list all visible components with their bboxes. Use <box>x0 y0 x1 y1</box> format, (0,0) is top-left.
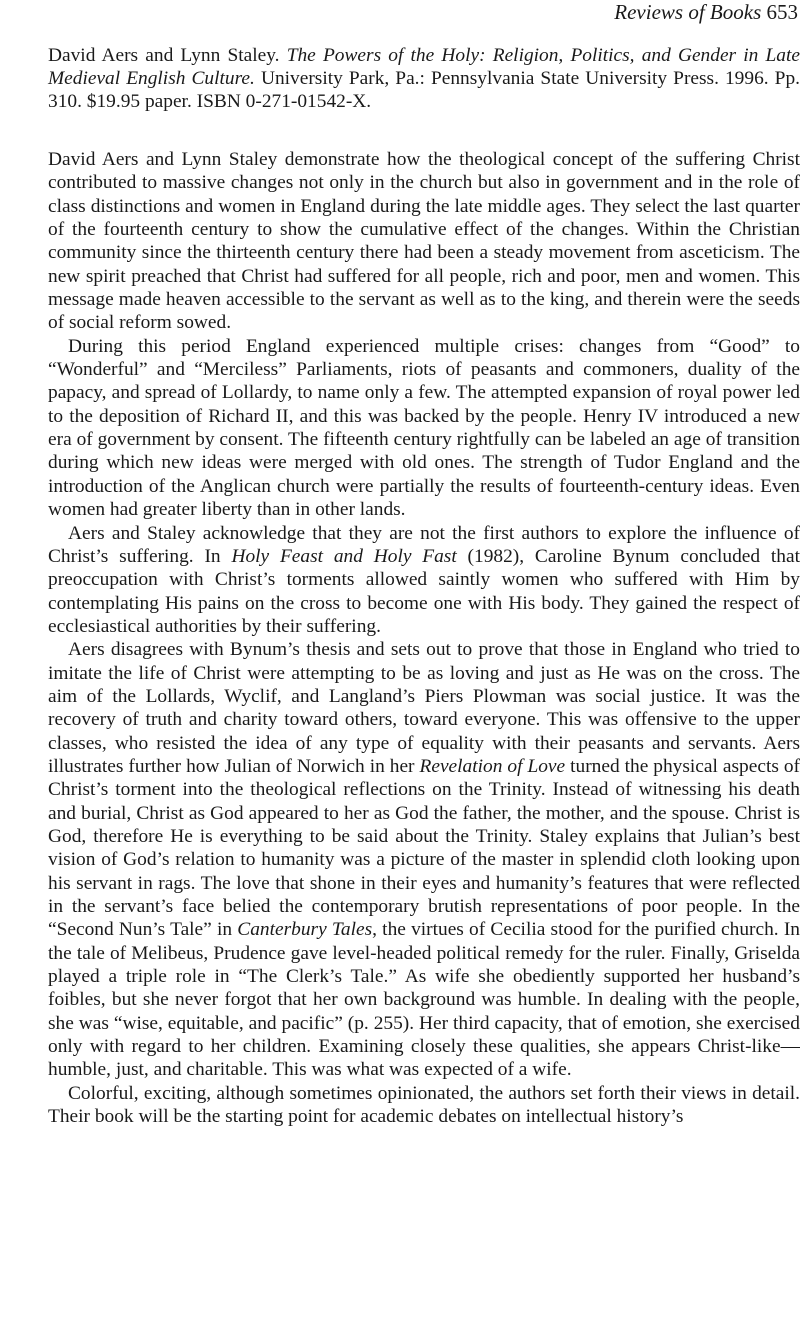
paragraph-1: David Aers and Lynn Staley demonstrate how the theological concept of the suffering Christ contributed to massive changes not only in the church but also in government and in the role of class distinctions and women in England during the late middle ages. They select the last quarter of the fourteenth century to show the cumulative effect of the changes. Within the Christian community since the thirteenth century there had been a steady movement from asceticism. The new spirit preached that Christ had suffered for all people, rich and poor, men and women. This message made heaven accessible to the servant as well as to the king, and therein were the seeds of social reform sowed. <box>48 149 800 334</box>
paragraph-3-part-a: Aers and Staley acknowledge that they are not the first authors to explore the influence of Christ’s suffering. In <box>48 522 800 567</box>
citation-book-title: The Powers of the Holy: Religion, Politics, and Gender in Late Medieval English Culture. <box>48 45 800 89</box>
paragraph-4 <box>48 638 800 1082</box>
paragraph-4-part-a: Aers disagrees with Bynum’s thesis and sets out to prove that those in England who tried to imitate the life of Christ were attempting to be as loving and just as He was on the cross. The aim of the Lollards, Wyclif, and Langland’s Piers Plowman was social justice. It was the recovery of truth and charity toward others, toward everyone. This was offensive to the upper classes, who resisted the idea of any type of equality with their peasants and servants. Aers illustrates further how Julian of Norwich in her <box>48 639 800 777</box>
paragraph-4-part-b: turned the physical aspects of Christ’s torment into the theological reflections on the Trinity. Instead of witnessing his death and burial, Christ as God appeared to her as God the father, the mother, and the spouse. Christ is God, therefore He is everything to be said about the Trinity. Staley explains that Julian’s best vision of God’s relation to humanity was a picture of the master in splendid cloth looking upon his servant in rags. The love that shone in their eyes and humanity’s features that were reflected in the servant’s face belied the contemporary brutish representations of poor people. In the “Second Nun’s Tale” in <box>48 755 800 941</box>
paragraph-4-part-c: , the virtues of Cecilia stood for the purified church. In the tale of Melibeus, Prudence gave level-headed political remedy for the ruler. Finally, Griselda played a triple role in “The Clerk’s Tale.” As wife she obediently supported her husband’s foibles, but she never forgot that her own background was humble. In dealing with the people, she was “wise, equitable, and pacific” (p. 255). Her third capacity, that of emotion, she exercised only with regard to her children. Examining closely these qualities, she appears Christ-like—humble, just, and charitable. This was what was expected of a wife. <box>48 919 800 1081</box>
running-head <box>614 0 798 24</box>
paragraph-3-part-b: (1982), Caroline Bynum concluded that preoccupation with Christ’s torments allowed saintly women who suffered with Him by contemplating His pains on the cross to become one with His body. They gained the respect of ecclesiastical authorities by their suffering. <box>48 545 800 637</box>
book-title-revelation-of-love: Revelation of Love <box>419 755 566 777</box>
citation-authors: David Aers and Lynn Staley. <box>48 45 280 66</box>
book-citation <box>48 45 800 113</box>
paragraph-3 <box>48 522 800 639</box>
paragraph-5: Colorful, exciting, although sometimes opinionated, the authors set forth their views in detail. Their book will be the starting point for academic debates on intellectual history’s <box>48 1082 800 1128</box>
book-title-holy-feast: Holy Feast and Holy Fast <box>231 545 457 567</box>
journal-section-title: Reviews of Books <box>614 0 762 24</box>
book-title-canterbury-tales: Canterbury Tales <box>237 919 373 941</box>
page-number: 653 <box>766 0 798 24</box>
review-body <box>48 148 800 1128</box>
paragraph-2: During this period England experienced multiple crises: changes from “Good” to “Wonderful” and “Merciless” Parliaments, riots of peasants and commoners, duality of the papacy, and spread of Lollardy, to name only a few. The attempted expansion of royal power led to the deposition of Richard II, and this was backed by the people. Henry IV introduced a new era of government by consent. The fifteenth century rightfully can be labeled an age of transition during which new ideas were merged with old ones. The strength of Tudor England and the introduction of the Anglican church were partially the results of fourteenth-century ideas. Even women had greater liberty than in other lands. <box>48 335 800 521</box>
citation-publication: University Park, Pa.: Pennsylvania State University Press. 1996. Pp. 310. $19.95 paper. ISBN 0-271-01542-X. <box>48 67 800 112</box>
